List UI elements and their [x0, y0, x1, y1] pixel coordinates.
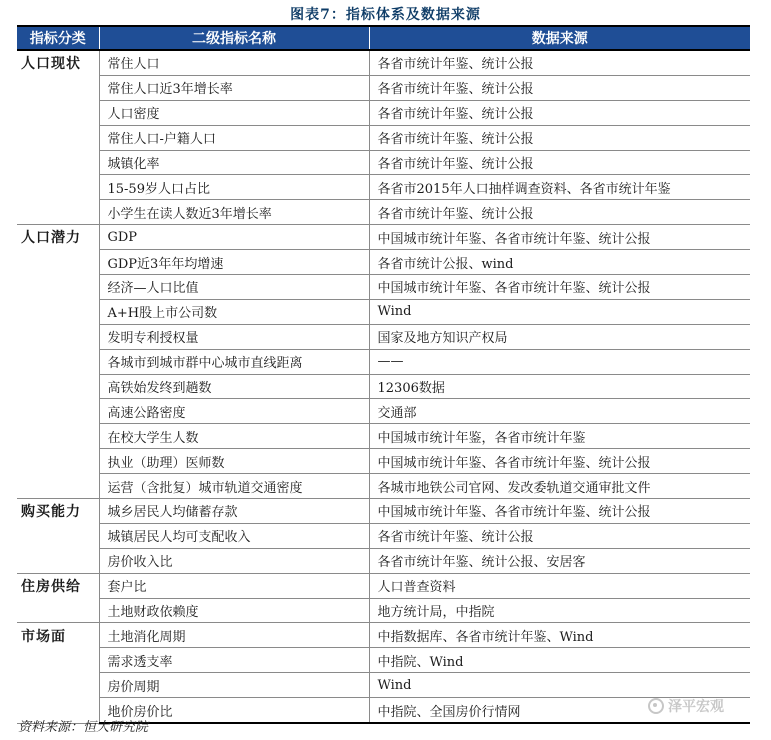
- table-row: [17, 523, 750, 548]
- cell-source: 地方统计局，中指院: [369, 598, 750, 623]
- cell-category: [17, 150, 99, 175]
- cell-indicator: 在校大学生人数: [99, 424, 369, 449]
- cell-category: [17, 324, 99, 349]
- watermark-text: 泽平宏观: [668, 699, 724, 715]
- cell-category: [17, 548, 99, 573]
- cell-indicator: 需求透支率: [99, 648, 369, 673]
- wechat-icon: [648, 698, 664, 714]
- cell-indicator: 人口密度: [99, 100, 369, 125]
- cell-indicator: 套户比: [99, 573, 369, 598]
- cell-category: [17, 374, 99, 399]
- table-row: [17, 648, 750, 673]
- cell-indicator: 城镇居民人均可支配收入: [99, 523, 369, 548]
- table-row: [17, 250, 750, 275]
- table-row: [17, 50, 750, 75]
- cell-indicator: 高铁始发终到趟数: [99, 374, 369, 399]
- cell-category: 购买能力: [21, 504, 81, 521]
- cell-source: 各省市统计公报、wind: [369, 250, 750, 275]
- table-row: [17, 548, 750, 573]
- table-row: [17, 200, 750, 225]
- table-row: [17, 324, 750, 349]
- cell-indicator: GDP近3年年均增速: [99, 250, 369, 275]
- cell-category: [17, 299, 99, 324]
- table-row: [17, 598, 750, 623]
- cell-category: [17, 449, 99, 474]
- cell-category: 人口潜力: [21, 230, 81, 247]
- cell-source: 中国城市统计年鉴、各省市统计年鉴、统计公报: [369, 275, 750, 300]
- cell-category: [17, 125, 99, 150]
- cell-category: [17, 100, 99, 125]
- cell-category: [17, 175, 99, 200]
- table-row: [17, 175, 750, 200]
- source-note: 资料来源：恒大研究院: [18, 720, 149, 735]
- cell-indicator: 地价房价比: [99, 698, 369, 723]
- cell-source: 中国城市统计年鉴、各省市统计年鉴、统计公报: [369, 225, 750, 250]
- table-row: [17, 349, 750, 374]
- cell-source: 中指数据库、各省市统计年鉴、Wind: [369, 623, 750, 648]
- table-row: [17, 623, 750, 648]
- cell-category: [17, 673, 99, 698]
- table-body: [17, 50, 750, 723]
- table-row: [17, 100, 750, 125]
- cell-indicator: 常住人口-户籍人口: [99, 125, 369, 150]
- cell-source: 各省市统计年鉴、统计公报: [369, 200, 750, 225]
- cell-source: 各省市统计年鉴、统计公报: [369, 523, 750, 548]
- cell-source: 中指院、全国房价行情网: [369, 698, 750, 723]
- cell-source: ——: [369, 349, 750, 374]
- cell-category: [17, 349, 99, 374]
- cell-source: 各省市统计年鉴、统计公报: [369, 150, 750, 175]
- cell-indicator: 高速公路密度: [99, 399, 369, 424]
- table-row: [17, 673, 750, 698]
- cell-source: 中国城市统计年鉴、各省市统计年鉴、统计公报: [369, 449, 750, 474]
- cell-indicator: A+H股上市公司数: [99, 299, 369, 324]
- indicator-table: [17, 25, 750, 724]
- cell-source: 人口普查资料: [369, 573, 750, 598]
- cell-indicator: 运营（含批复）城市轨道交通密度: [99, 474, 369, 499]
- cell-category: [17, 200, 99, 225]
- table-row: [17, 573, 750, 598]
- cell-source: 各省市统计年鉴、统计公报: [369, 75, 750, 100]
- cell-source: Wind: [369, 299, 750, 324]
- table-header-row: [17, 26, 750, 50]
- cell-category: [17, 275, 99, 300]
- table-row: [17, 150, 750, 175]
- cell-indicator: GDP: [99, 225, 369, 250]
- cell-source: Wind: [369, 673, 750, 698]
- cell-category: [17, 424, 99, 449]
- cell-category: [17, 474, 99, 499]
- cell-category: [17, 648, 99, 673]
- cell-source: 12306数据: [369, 374, 750, 399]
- header-indicator: 二级指标名称: [99, 26, 369, 50]
- cell-source: 各省市2015年人口抽样调查资料、各省市统计年鉴: [369, 175, 750, 200]
- cell-indicator: 各城市到城市群中心城市直线距离: [99, 349, 369, 374]
- cell-indicator: 常住人口近3年增长率: [99, 75, 369, 100]
- cell-indicator: 执业（助理）医师数: [99, 449, 369, 474]
- table-row: [17, 125, 750, 150]
- cell-source: 各省市统计年鉴、统计公报: [369, 50, 750, 75]
- cell-source: 中国城市统计年鉴，各省市统计年鉴: [369, 424, 750, 449]
- table-row: [17, 275, 750, 300]
- header-category: 指标分类: [17, 26, 99, 50]
- table-row: [17, 75, 750, 100]
- table-row: [17, 499, 750, 524]
- cell-source: 中国城市统计年鉴、各省市统计年鉴、统计公报: [369, 499, 750, 524]
- cell-indicator: 小学生在读人数近3年增长率: [99, 200, 369, 225]
- cell-category: 住房供给: [21, 578, 81, 595]
- cell-indicator: 发明专利授权量: [99, 324, 369, 349]
- cell-source: 国家及地方知识产权局: [369, 324, 750, 349]
- cell-source: 各城市地铁公司官网、发改委轨道交通审批文件: [369, 474, 750, 499]
- cell-source: 各省市统计年鉴、统计公报: [369, 125, 750, 150]
- table-row: [17, 225, 750, 250]
- table-row: [17, 474, 750, 499]
- cell-indicator: 房价周期: [99, 673, 369, 698]
- cell-category: 人口现状: [21, 56, 81, 73]
- header-source: 数据来源: [369, 26, 750, 50]
- cell-indicator: 经济—人口比值: [99, 275, 369, 300]
- cell-category: [17, 75, 99, 100]
- table-row: [17, 424, 750, 449]
- cell-category: [17, 523, 99, 548]
- cell-indicator: 城乡居民人均储蓄存款: [99, 499, 369, 524]
- cell-category: 市场面: [21, 628, 66, 645]
- cell-indicator: 土地财政依赖度: [99, 598, 369, 623]
- cell-source: 交通部: [369, 399, 750, 424]
- cell-category: [17, 598, 99, 623]
- cell-source: 中指院、Wind: [369, 648, 750, 673]
- table-row: [17, 374, 750, 399]
- cell-indicator: 15-59岁人口占比: [99, 175, 369, 200]
- watermark: [648, 696, 724, 716]
- cell-source: 各省市统计年鉴、统计公报、安居客: [369, 548, 750, 573]
- figure-title: 图表7：指标体系及数据来源: [290, 7, 481, 23]
- cell-indicator: 房价收入比: [99, 548, 369, 573]
- cell-category: [17, 250, 99, 275]
- table-row: [17, 399, 750, 424]
- cell-indicator: 土地消化周期: [99, 623, 369, 648]
- cell-source: 各省市统计年鉴、统计公报: [369, 100, 750, 125]
- cell-indicator: 常住人口: [99, 50, 369, 75]
- table-row: [17, 449, 750, 474]
- table-row: [17, 299, 750, 324]
- cell-category: [17, 399, 99, 424]
- cell-indicator: 城镇化率: [99, 150, 369, 175]
